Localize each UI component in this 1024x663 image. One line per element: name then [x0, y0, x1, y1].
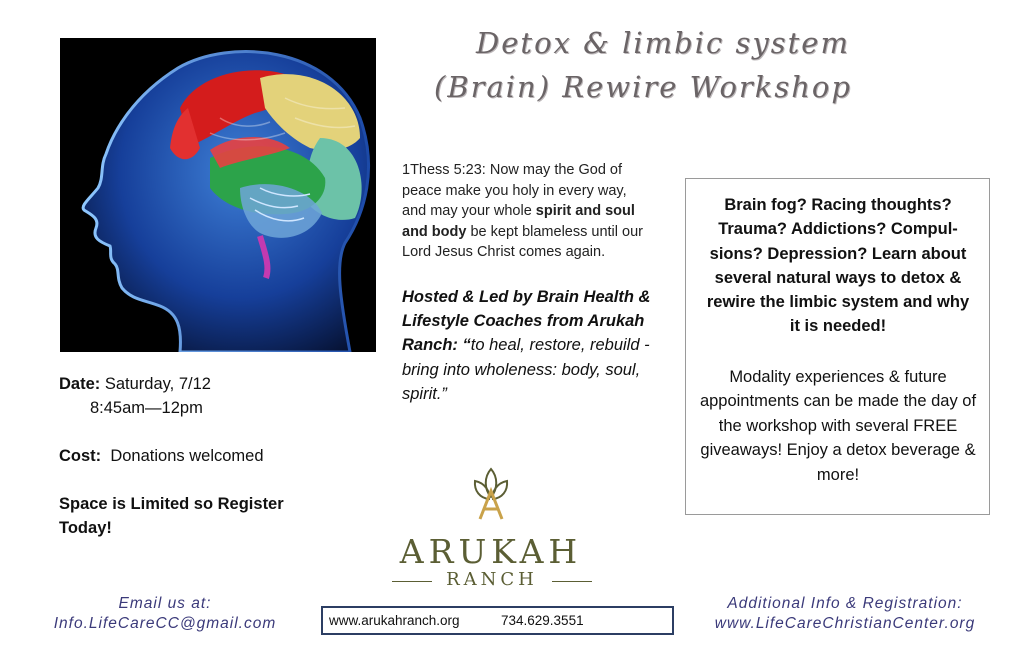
brain-illustration	[60, 38, 376, 352]
hosted-quote: to heal, restore, rebuild - bring into wholeness: body, soul, spirit.”	[402, 336, 650, 403]
title-line-2: (Brain) Rewire Workshop	[434, 70, 852, 104]
logo-subtitle: RANCH	[446, 569, 538, 590]
info-box	[685, 178, 990, 515]
email-label: Email us at:	[118, 595, 212, 612]
verse-text-2: be kept blameless until our Lord Jesus Christ comes again.	[402, 223, 643, 261]
hosted-by-text	[402, 285, 662, 406]
space-limited-notice: Space is Limited so Register Today!	[59, 495, 284, 537]
bible-verse	[402, 160, 652, 263]
email-block	[30, 594, 300, 634]
registration-url[interactable]: www.LifeCareChristianCenter.org	[714, 615, 976, 632]
info-box-details: Modality experiences & future appointments can be made the day of the workshop with several FREE giveaways! Enjoy a detox beverage & more!	[699, 368, 977, 484]
cost-label: Cost:	[59, 447, 102, 465]
arukah-leaf-logo-icon	[465, 467, 517, 521]
logo-subtitle-row	[392, 569, 592, 593]
logo-rule-right	[552, 581, 592, 582]
hosted-bold: Hosted & Led by Brain Health & Lifestyle Coaches from Arukah Ranch: “	[402, 288, 651, 355]
website-link[interactable]: www.arukahranch.org	[329, 613, 460, 628]
logo-name: ARUKAH	[399, 532, 583, 571]
phone-number[interactable]: 734.629.3551	[501, 613, 584, 628]
registration-block	[690, 594, 1000, 634]
verse-bold: spirit and soul and body	[402, 203, 635, 240]
registration-label: Additional Info & Registration:	[727, 595, 963, 612]
date-label: Date:	[59, 375, 101, 393]
email-address[interactable]: Info.LifeCareCC@gmail.com	[53, 615, 277, 632]
contact-box	[321, 606, 674, 635]
time-value: 8:45am—12pm	[90, 399, 203, 417]
cost-block	[59, 444, 264, 468]
cost-value: Donations welcomed	[101, 447, 264, 465]
date-block	[59, 372, 211, 420]
title-line-1: Detox & limbic system	[476, 26, 850, 60]
info-box-questions: Brain fog? Racing thoughts? Trauma? Addictions? Compul-sions? Depression? Learn about several natural ways to detox & rewire the limbic system and why it is needed!	[706, 196, 970, 336]
verse-text-1: 1Thess 5:23: Now may the God of peace make you holy in every way, and may your whole	[402, 162, 627, 220]
date-value: Saturday, 7/12	[100, 375, 211, 393]
